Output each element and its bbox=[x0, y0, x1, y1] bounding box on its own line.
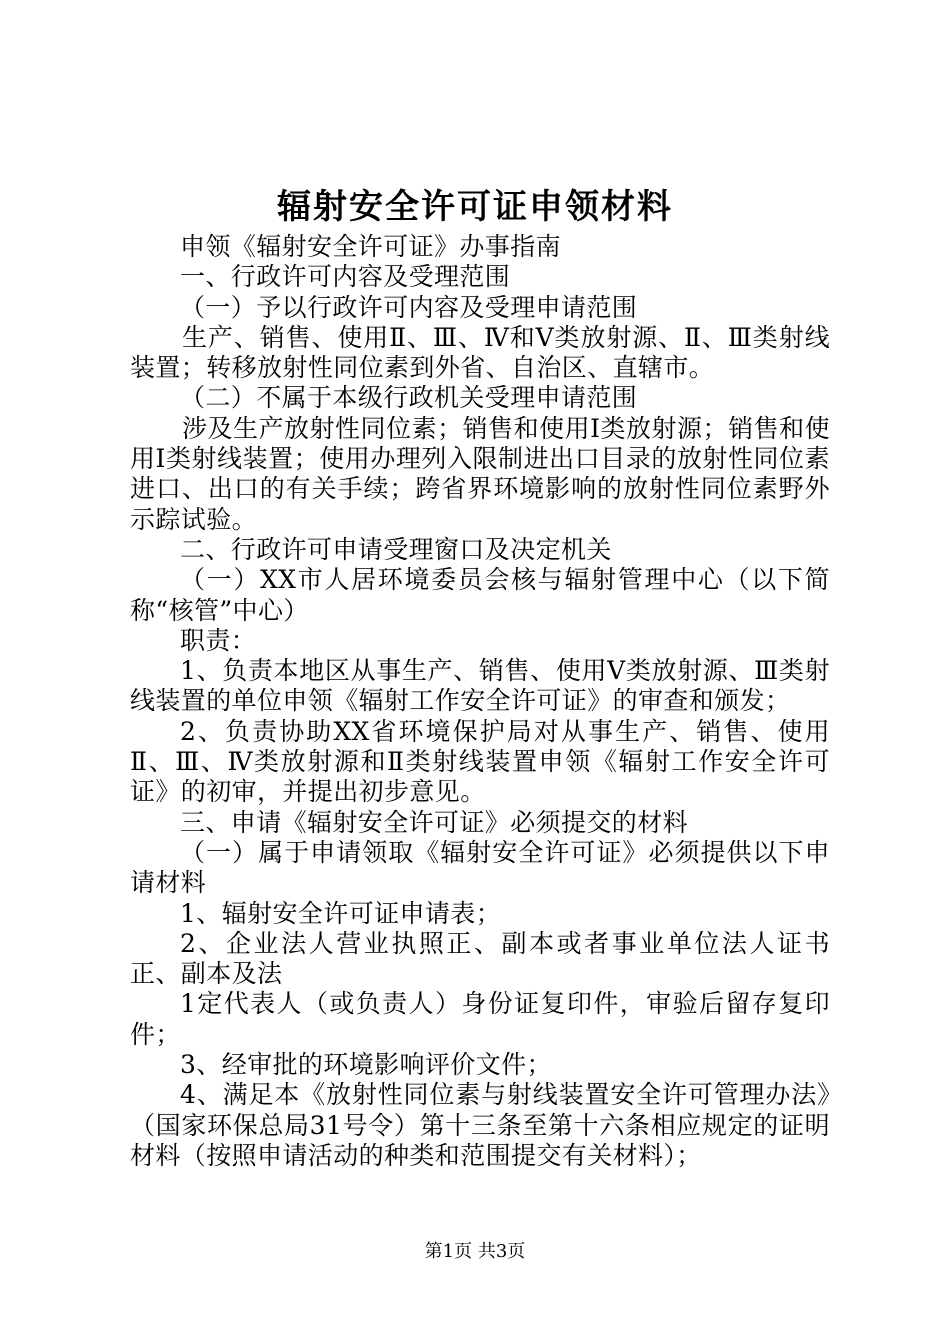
paragraph-material-2: 2、企业法人营业执照正、副本或者事业单位法人证书正、副本及法 bbox=[130, 928, 830, 989]
paragraph-material-2-continued: 1定代表人（或负责人）身份证复印件，审验后留存复印件； bbox=[130, 989, 830, 1049]
document-title: 辐射安全许可证申领材料 bbox=[277, 187, 673, 227]
paragraph-subsection-1-2-content: 涉及生产放射性同位素；销售和使用Ⅰ类放射源；销售和使用Ⅰ类射线装置；使用办理列入限制进出口目录的放射性同位素进口、出口的有关手续；跨省界环境影响的放射性同位素野外示踪试验。 bbox=[130, 413, 830, 534]
paragraph-section-3-heading: 三、申请《辐射安全许可证》必须提交的材料 bbox=[180, 807, 689, 837]
paragraph-subsection-1-2-heading: （二）不属于本级行政机关受理申请范围 bbox=[180, 383, 638, 413]
paragraph-subsection-2-1-heading: （一）XX市人居环境委员会核与辐射管理中心（以下简称“核管”中心） bbox=[130, 565, 830, 625]
document-body bbox=[130, 232, 830, 1171]
paragraph-material-1: 1、辐射安全许可证申请表； bbox=[180, 898, 502, 928]
paragraph-subsection-3-1-heading: （一）属于申请领取《辐射安全许可证》必须提供以下申请材料 bbox=[130, 837, 830, 898]
page-footer: 第1页 共3页 bbox=[424, 1241, 526, 1262]
paragraph-duties-label: 职责： bbox=[180, 625, 257, 655]
paragraph-section-1-heading: 一、行政许可内容及受理范围 bbox=[180, 262, 511, 292]
paragraph-section-2-heading: 二、行政许可申请受理窗口及决定机关 bbox=[180, 534, 612, 564]
paragraph-material-4: 4、满足本《放射性同位素与射线装置安全许可管理办法》（国家环保总局31号令）第十三条至第十六条相应规定的证明材料（按照申请活动的种类和范围提交有关材料）； bbox=[130, 1080, 830, 1170]
paragraph-guide-heading: 申领《辐射安全许可证》办事指南 bbox=[180, 232, 562, 261]
paragraph-subsection-1-1-heading: （一）予以行政许可内容及受理申请范围 bbox=[180, 292, 638, 322]
paragraph-material-3: 3、经审批的环境影响评价文件； bbox=[180, 1050, 552, 1080]
paragraph-subsection-1-1-content: 生产、销售、使用Ⅱ、Ⅲ、Ⅳ和Ⅴ类放射源、Ⅱ、Ⅲ类射线装置；转移放射性同位素到外省、自治区、直辖市。 bbox=[130, 322, 830, 383]
paragraph-duty-2: 2、负责协助XX省环境保护局对从事生产、销售、使用Ⅱ、Ⅲ、Ⅳ类放射源和Ⅱ类射线装置申领《辐射工作安全许可证》的初审，并提出初步意见。 bbox=[130, 716, 830, 807]
paragraph-duty-1: 1、负责本地区从事生产、销售、使用Ⅴ类放射源、Ⅲ类射线装置的单位申领《辐射工作安全许可证》的审查和颁发； bbox=[130, 656, 830, 716]
